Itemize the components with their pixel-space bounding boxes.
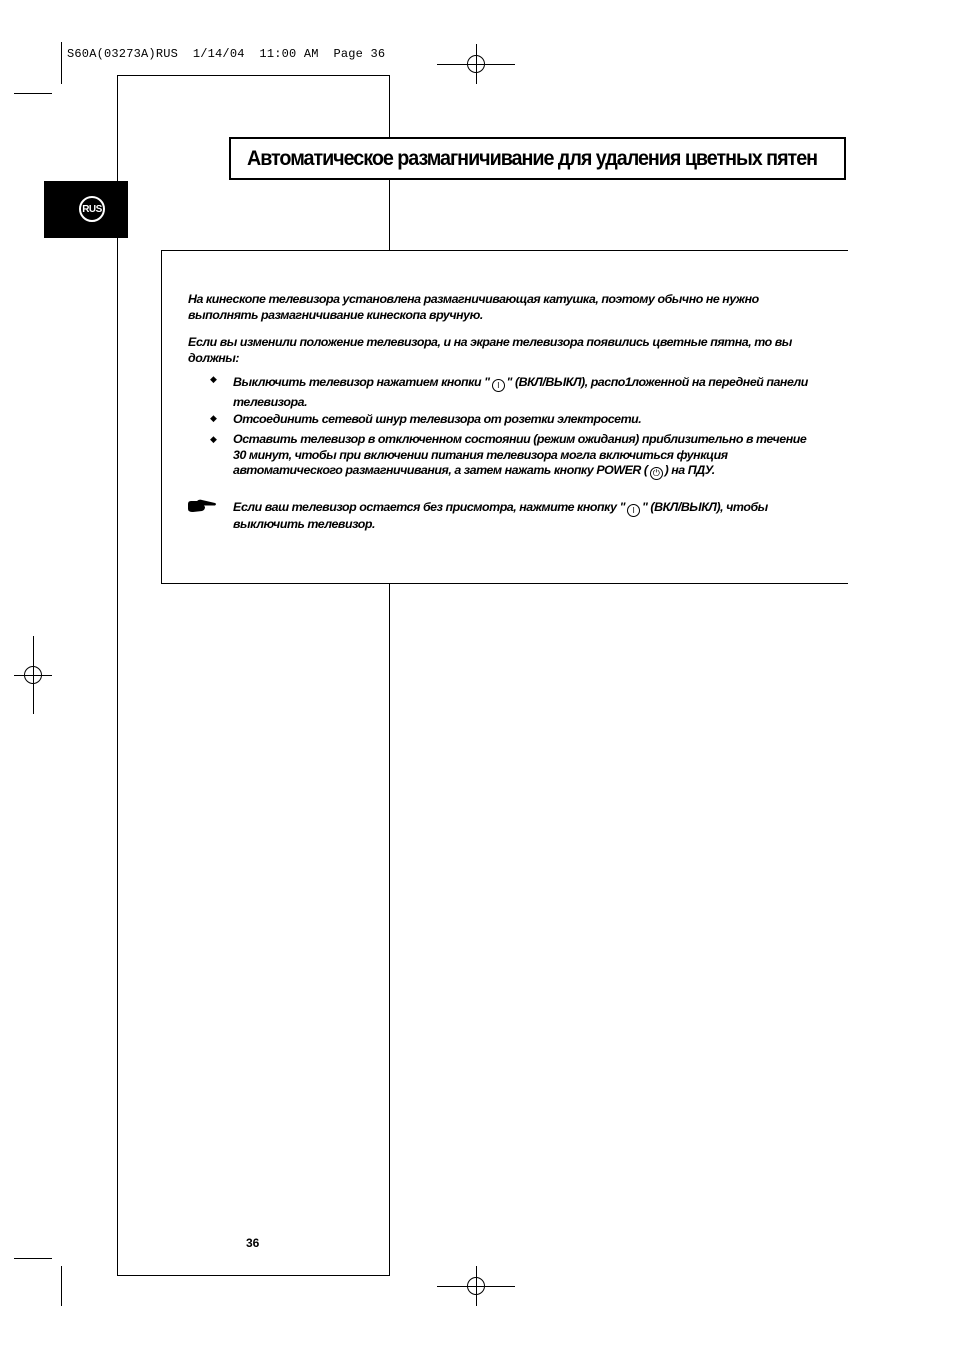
page-title: Автоматическое размагничивание для удаления цветных пятен — [247, 146, 818, 170]
note-text: Если ваш телевизор остается без присмотра, нажмите кнопку " ⏽ " (ВКЛ/ВЫКЛ), чтобы выключить телевизор. — [233, 500, 768, 531]
list-item: Оставить телевизор в отключенном состоянии (режим ожидания) приблизительно в течение 30 минут, чтобы при включении питания телевизора могла включиться функция автоматического размагничивания, а затем нажать кнопку POWER ( ⏻ ) на ПДУ. — [233, 432, 807, 478]
remote-power-icon: ⏻ — [650, 467, 663, 480]
page-number: 36 — [246, 1236, 260, 1250]
bullet-marker: ◆ — [210, 434, 217, 444]
power-switch-icon: ⏽ — [627, 504, 640, 517]
power-switch-icon: ⏽ — [492, 379, 505, 392]
language-tab — [44, 181, 128, 238]
language-badge: RUS — [79, 196, 105, 222]
title-box — [229, 137, 846, 180]
list-item: Отсоединить сетевой шнур телевизора от розетки электросети. — [233, 412, 642, 426]
condition-paragraph: Если вы изменили положение телевизора, и на экране телевизора появились цветные пятна, то вы должны: — [188, 335, 792, 365]
bullet-marker: ◆ — [210, 374, 217, 384]
pointing-hand-icon — [187, 498, 217, 516]
list-item: Выключить телевизор нажатием кнопки " ⏽ " (ВКЛ/ВЫКЛ), распо1ложенной на передней панели телевизора. — [233, 375, 808, 409]
print-header: S60A(03273A)RUS 1/14/04 11:00 AM Page 36 — [67, 47, 386, 61]
intro-paragraph: На кинескопе телевизора установлена размагничивающая катушка, поэтому обычно не нужно выполнять размагничивание кинескопа вручную. — [188, 292, 759, 322]
bullet-marker: ◆ — [210, 413, 217, 423]
